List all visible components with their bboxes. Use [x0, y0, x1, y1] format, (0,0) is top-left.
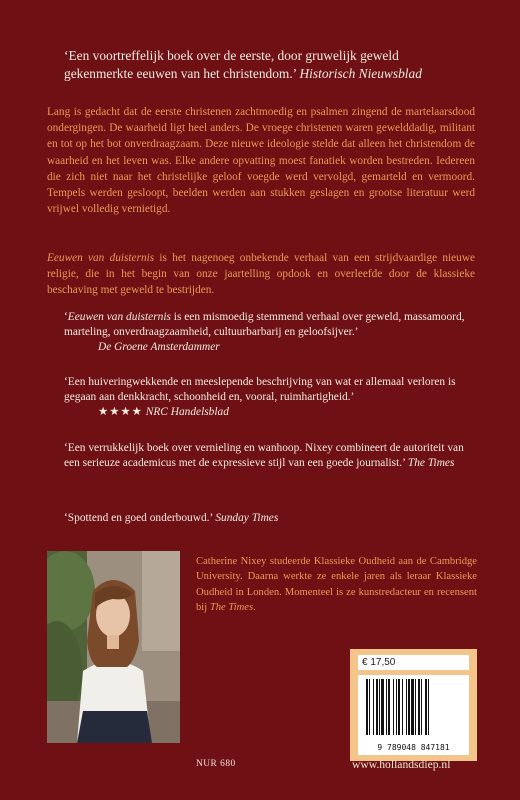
lead-review-quote — [64, 47, 464, 83]
lead-quote-text: ‘Een voortreffelijk boek over de eerste, door gruwelijk geweld gekenmerkte eeuwen van het christendom.’ — [64, 48, 399, 81]
review-quote-text: ‘Een verrukkelijk boek over vernieling en wanhoop. Nixey combineert de autoriteit van een serieuze academicus met de expressieve stijl van een goede journalist.’ — [64, 442, 464, 470]
review-quote-text: ‘Een huiveringwekkende en meeslepende beschrijving van wat er allemaal verloren is gegaan aan denkkracht, schoonheid en, vooral, ruimhartigheid.’ — [64, 376, 456, 404]
author-bio-text: Catherine Nixey studeerde Klassieke Oudheid aan de Cambridge University. Daarna werkte ze enkele jaren als leraar Klassieke Oudheid in Londen. Momenteel is ze kunstredacteur en recensent bij — [196, 556, 477, 614]
review-quote-times — [64, 441, 470, 471]
review-quote-sunday-times — [64, 511, 470, 526]
author-bio-newspaper: The Times — [209, 602, 254, 614]
author-photo — [47, 551, 180, 743]
price-label: € 17,50 — [358, 655, 469, 670]
review-quote-source: NRC Handelsblad — [145, 406, 229, 419]
author-bio: Catherine Nixey studeerde Klassieke Oudheid aan de Cambridge University. Daarna werkte ze enkele jaren als leraar Klassieke Oudheid in Londen. Momenteel is ze kunstredacteur en recensent bij The Times. — [196, 556, 477, 614]
review-quote-source: Sunday Times — [215, 512, 279, 524]
barcode-bars-icon — [364, 679, 463, 737]
review-quote-source: The Times — [407, 457, 455, 470]
blurb-paragraph-2 — [47, 250, 475, 299]
review-quote-source: De Groene Amsterdammer — [98, 341, 220, 354]
isbn-number: 9 789048 847181 — [377, 743, 450, 752]
review-quote-groene: ‘Eeuwen van duisternis is een mismoedig stemmend verhaal over geweld, massamoord, marteling, onverdraagzaamheid, cultuurbarbarij en geloofsijver.’ De Groene Amsterdammer — [64, 310, 470, 356]
review-quote-source-line — [64, 405, 470, 420]
review-quote-text: is een mismoedig stemmend verhaal over geweld, massamoord, marteling, onverdraagzaamheid, cultuurbarbarij en geloofsijver.’ — [64, 311, 465, 339]
review-quote-text: ‘Spottend en goed onderbouwd.’ — [64, 512, 213, 524]
lead-quote-source: Historisch Nieuwsblad — [299, 66, 422, 81]
blurb-paragraph-2-text: is het nagenoeg onbekende verhaal van een strijdvaardige nieuwe religie, die in het begin van onze jaartelling opdook en overleefde door de klassieke beschaving met geweld te bestrijden. — [47, 252, 475, 297]
publisher-website: www.hollandsdiep.nl — [352, 758, 451, 771]
barcode — [358, 675, 469, 755]
review-quote-nrc — [64, 375, 470, 421]
book-title-inline: Eeuwen van duisternis — [47, 252, 155, 264]
price-barcode-panel — [350, 649, 477, 761]
author-portrait-illustration — [47, 551, 180, 743]
blurb-paragraph-1: Lang is gedacht dat de eerste christenen zachtmoedig en psalmen zingend de martelaarsdood ondergingen. De waarheid ligt heel anders. De vroege christenen waren gewelddadig, militant en tot op het bot onverdraagzaam. Deze nieuwe ideologie stelde dat alleen het christendom de waarheid en het leven was. Elke andere opvatting moest fanatiek worden bestreden. Iedereen die zich niet naar het christelijke geloof voegde werd vervolgd, gemarteld en vermoord. Tempels werden gesloopt, beelden werden aan stukken geslagen en grootse literatuur werd vrijwel volledig vernietigd. — [47, 106, 475, 216]
nur-code: NUR 680 — [196, 759, 236, 769]
review-book-title: Eeuwen van duisternis — [67, 311, 171, 323]
rating-stars-icon: ★★★★ — [98, 406, 143, 419]
